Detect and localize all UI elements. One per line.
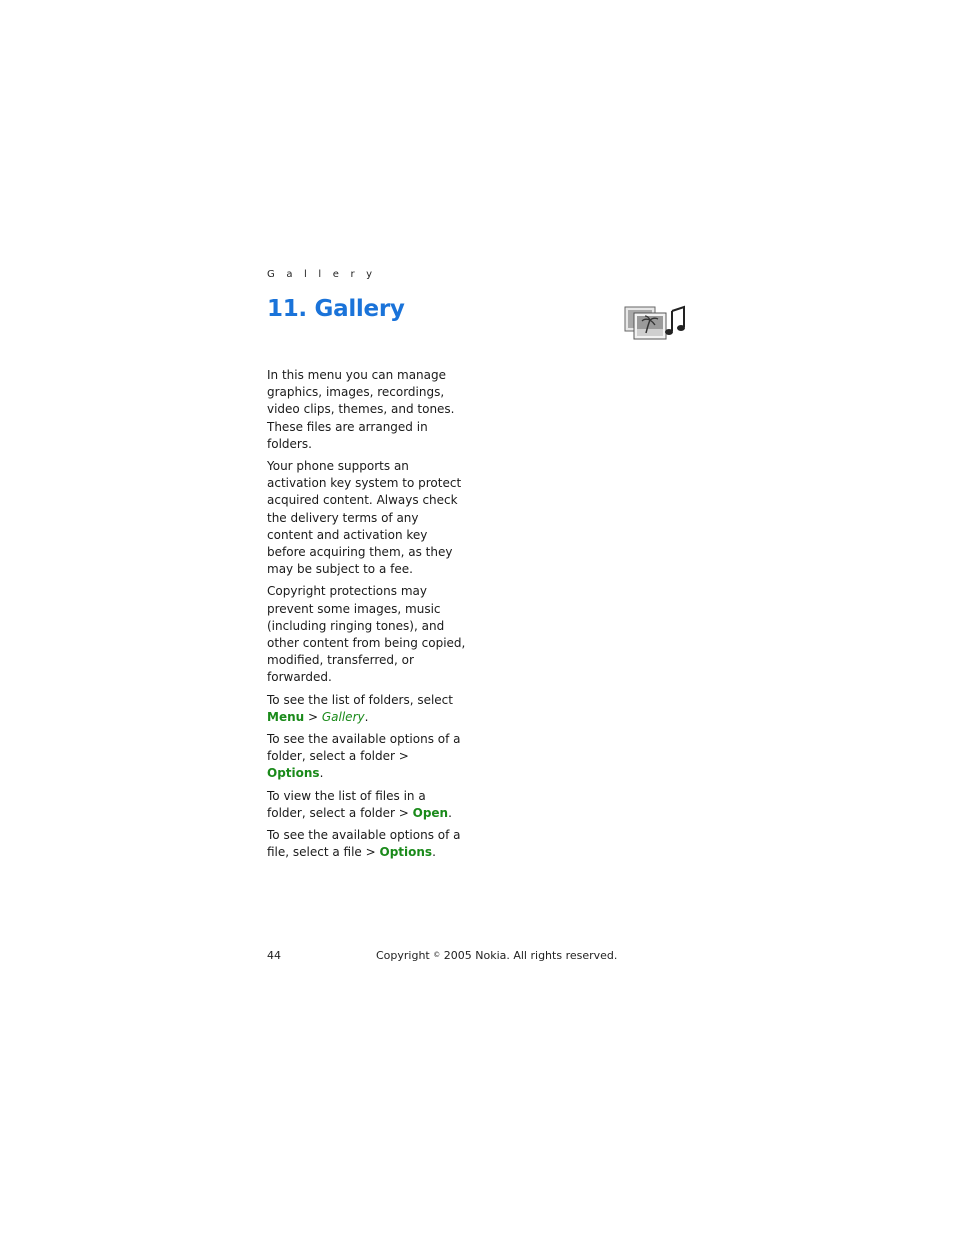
text: To see the available options of a file, select a file > <box>267 828 461 860</box>
text: To see the list of folders, select <box>267 692 453 707</box>
body-text <box>267 367 467 866</box>
copyright-notice <box>376 949 617 962</box>
options-command: Options <box>267 766 320 781</box>
open-command: Open <box>412 805 449 820</box>
paragraph-list-folders <box>267 692 467 726</box>
gallery-music-icon <box>624 305 686 341</box>
menu-command: Menu <box>267 709 305 724</box>
text: . <box>319 766 324 781</box>
options-command: Options <box>379 845 433 860</box>
copyright-rest: 2005 Nokia. All rights reserved. <box>440 949 618 962</box>
text: To see the available options of a folder, select a folder > <box>267 732 461 764</box>
paragraph-open-folder <box>267 788 467 822</box>
paragraph-activation-key: Your phone supports an activation key system to protect acquired content. Always check the delivery terms of any content and activation key before acquiring them, as they may be subject to a fee. <box>267 459 462 577</box>
copyright-symbol: © <box>433 951 441 959</box>
running-header: G a l l e r y <box>267 269 377 280</box>
page-number: 44 <box>267 949 281 962</box>
paragraph-copyright-protection: Copyright protections may prevent some images, music (including ringing tones), and other content from being copied, modified, transferred, or forwarded. <box>267 584 466 685</box>
text: To view the list of files in a folder, select a folder > <box>267 788 426 820</box>
text: . <box>432 845 436 860</box>
gallery-command: Gallery <box>321 709 365 724</box>
separator: > <box>304 709 322 724</box>
paragraph-folder-options <box>267 731 467 783</box>
copyright-prefix: Copyright <box>376 949 434 962</box>
paragraph-intro: In this menu you can manage graphics, images, recordings, video clips, themes, and tones. These files are arranged in folders. <box>267 368 455 451</box>
paragraph-file-options <box>267 827 467 861</box>
chapter-title: 11. Gallery <box>267 296 405 322</box>
text: . <box>364 709 369 724</box>
text: . <box>448 805 452 820</box>
